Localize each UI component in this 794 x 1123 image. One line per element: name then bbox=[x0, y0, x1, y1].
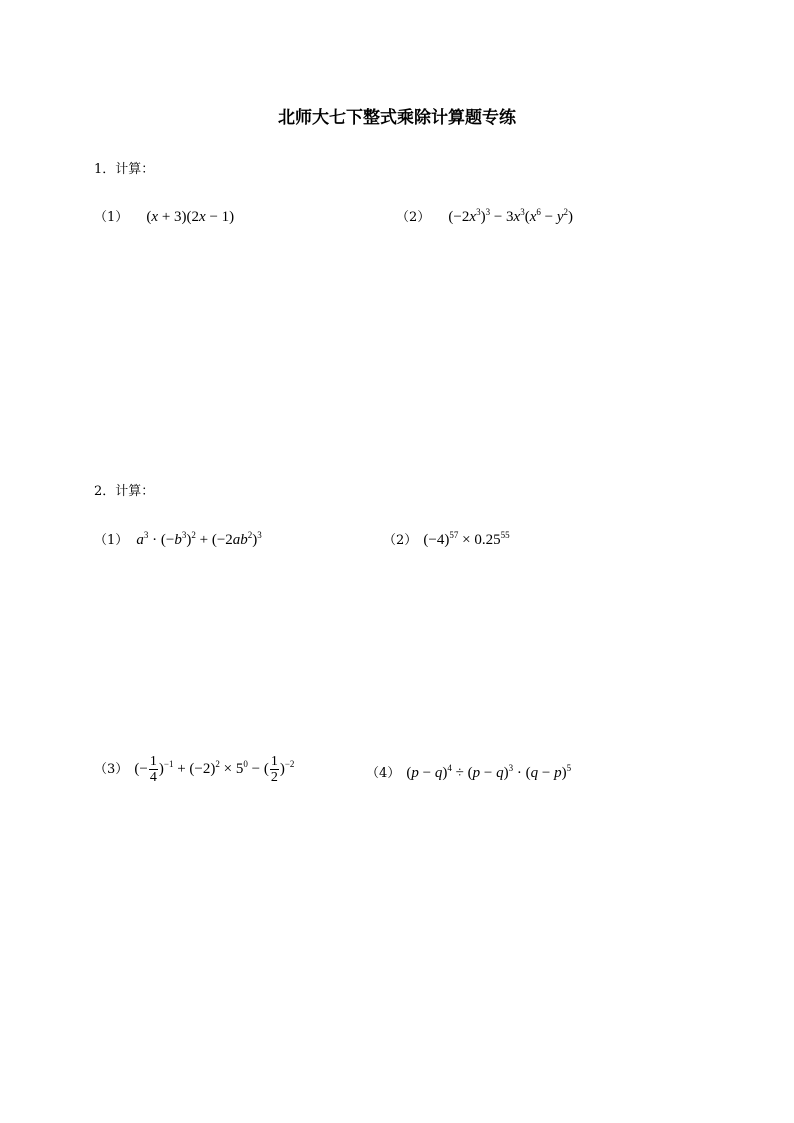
fraction-one-quarter: $\frac{1}{4}$ bbox=[149, 754, 157, 785]
q2-problem-3 bbox=[94, 754, 294, 785]
q2-problem-2-number: （2） bbox=[383, 533, 418, 548]
q1-problem-2-number: （2） bbox=[396, 210, 431, 225]
q1-problem-1-expression: (x + 3)(2x − 1) bbox=[146, 209, 235, 225]
q2-problem-2 bbox=[383, 529, 510, 549]
q2-problem-3-expression: (− $\frac{1}{4}$ )$^{-1} + (-2)^2 \times 5^0$ − ( $\frac{1}{2}$ )$^{-2}$ bbox=[134, 754, 295, 785]
q1-problem-1-number: （1） bbox=[94, 210, 129, 225]
q1-problem-1 bbox=[94, 206, 234, 226]
q2-problem-4 bbox=[366, 762, 571, 782]
fraction-one-half: $\frac{1}{2}$ bbox=[270, 754, 278, 785]
q2-problem-1 bbox=[94, 529, 262, 549]
question-1-heading: 1．计算： bbox=[94, 162, 155, 177]
q2-problem-4-expression: $(p - q)^4 \div (p - q)^3 \cdot (q - p)^5$ bbox=[406, 763, 572, 781]
q1-problem-2-expression: $(-2x^3)^3 - 3x^3(x^6 - y^2)$ bbox=[448, 207, 574, 225]
q1-problem-2 bbox=[396, 206, 573, 226]
q2-problem-1-expression: $a^3 \cdot (-b^3)^2 + (-2ab^2)^3$ bbox=[136, 530, 262, 548]
q2-problem-4-number: （4） bbox=[366, 766, 401, 781]
q2-problem-2-expression: $(-4)^{57} \times 0.25^{55}$ bbox=[423, 530, 510, 548]
q2-problem-3-number: （3） bbox=[94, 761, 129, 777]
page-title: 北师大七下整式乘除计算题专练 bbox=[278, 108, 516, 128]
q2-problem-1-number: （1） bbox=[94, 533, 129, 548]
question-2-heading: 2．计算： bbox=[94, 484, 155, 499]
